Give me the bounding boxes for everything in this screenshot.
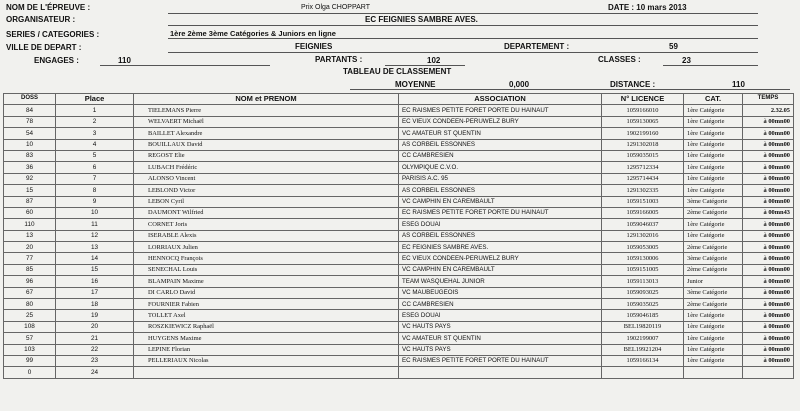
cell-doss: 77 <box>4 253 56 264</box>
ville-label: VILLE DE DEPART : <box>6 43 82 52</box>
cell-licence: BEL19820119 <box>602 321 684 332</box>
table-row <box>4 264 794 275</box>
epreuve-value: Prix Olga CHOPPART <box>301 4 370 11</box>
cell-doss: 83 <box>4 150 56 161</box>
cell-temps: à 00mn00 <box>743 230 794 241</box>
table-row <box>4 276 794 287</box>
cell-place: 22 <box>56 344 134 355</box>
cell-nom: BLAMPAIN Maxime <box>134 276 399 287</box>
ville-value: FEIGNIES <box>295 42 333 51</box>
cell-doss: 67 <box>4 287 56 298</box>
cell-doss: 25 <box>4 310 56 321</box>
moyenne-label: MOYENNE <box>395 80 436 89</box>
distance-label: DISTANCE : <box>610 80 656 89</box>
cell-cat: 1ère Catégorie <box>684 230 743 241</box>
cell-cat: 3ème Catégorie <box>684 253 743 264</box>
table-row <box>4 367 794 378</box>
cell-cat: 1ère Catégorie <box>684 321 743 332</box>
series-label: SERIES / CATEGORIES : <box>6 30 100 39</box>
cell-nom: LEPINE Florian <box>134 344 399 355</box>
cell-licence: 1059151003 <box>602 196 684 207</box>
cell-nom: REGOST Elie <box>134 150 399 161</box>
results-body <box>4 105 794 378</box>
cell-association: AS CORBEIL ESSONNES <box>399 185 602 196</box>
engages-value: 110 <box>118 56 131 65</box>
table-header-row <box>4 94 794 105</box>
cell-place: 14 <box>56 253 134 264</box>
cell-doss: 20 <box>4 242 56 253</box>
table-row <box>4 196 794 207</box>
cell-temps: à 00mn00 <box>743 173 794 184</box>
table-row <box>4 128 794 139</box>
cell-temps: à 00mn00 <box>743 162 794 173</box>
table-row <box>4 355 794 366</box>
partants-label: PARTANTS : <box>315 55 363 64</box>
cell-nom: SENECHAL Louis <box>134 264 399 275</box>
cell-association: EC VIEUX CONDEEN-PERUWELZ BURY <box>399 253 602 264</box>
distance-value: 110 <box>732 80 745 89</box>
cell-nom: HUYGENS Maxime <box>134 333 399 344</box>
table-row <box>4 310 794 321</box>
cell-nom: LEBLOND Victor <box>134 185 399 196</box>
table-row <box>4 253 794 264</box>
cell-temps <box>743 367 794 378</box>
cell-doss: 57 <box>4 333 56 344</box>
table-row <box>4 242 794 253</box>
cell-temps: à 00mn00 <box>743 344 794 355</box>
results-table <box>3 93 794 379</box>
cell-licence: 1902199007 <box>602 333 684 344</box>
epreuve-label: NOM DE L'ÉPREUVE : <box>6 3 91 12</box>
cell-cat: 1ère Catégorie <box>684 219 743 230</box>
table-row <box>4 344 794 355</box>
cell-temps: à 00mn00 <box>743 276 794 287</box>
cell-association: VC CAMPHIN EN CAREMBAULT <box>399 264 602 275</box>
cell-place: 12 <box>56 230 134 241</box>
cell-nom: TIELEMANS Pierre <box>134 105 399 116</box>
cell-licence: 1059166005 <box>602 207 684 218</box>
cell-licence: BEL19921204 <box>602 344 684 355</box>
cell-place: 7 <box>56 173 134 184</box>
moyenne-value: 0,000 <box>509 80 530 89</box>
cell-temps: à 00mn00 <box>743 264 794 275</box>
cell-licence: 1059113013 <box>602 276 684 287</box>
cell-place: 24 <box>56 367 134 378</box>
cell-licence: 1059035015 <box>602 150 684 161</box>
cell-association: EC FEIGNIES SAMBRE AVES. <box>399 242 602 253</box>
table-row <box>4 116 794 127</box>
organisateur-label: ORGANISATEUR : <box>6 15 76 24</box>
cell-association: EC RAISMES PETITE FORET PORTE DU HAINAUT <box>399 355 602 366</box>
cell-licence: 1059046037 <box>602 219 684 230</box>
cell-doss: 80 <box>4 299 56 310</box>
cell-place: 16 <box>56 276 134 287</box>
cell-place: 13 <box>56 242 134 253</box>
cell-temps: à 00mn00 <box>743 287 794 298</box>
cell-nom: DAUMONT Wilfried <box>134 207 399 218</box>
cell-doss: 110 <box>4 219 56 230</box>
cell-nom: HENNOCQ François <box>134 253 399 264</box>
departement-value: 59 <box>669 42 678 51</box>
cell-association: VC AMATEUR ST QUENTIN <box>399 128 602 139</box>
cell-temps: à 00mn00 <box>743 253 794 264</box>
cell-cat: 1ère Catégorie <box>684 105 743 116</box>
cell-place: 4 <box>56 139 134 150</box>
cell-nom: DI CARLO David <box>134 287 399 298</box>
classes-label: CLASSES : <box>598 55 641 64</box>
cell-nom: CORNET Joris <box>134 219 399 230</box>
cell-cat: Junior <box>684 276 743 287</box>
cell-licence: 1059046185 <box>602 310 684 321</box>
cell-place: 23 <box>56 355 134 366</box>
cell-place: 19 <box>56 310 134 321</box>
cell-nom: FOURNIER Fabien <box>134 299 399 310</box>
cell-place: 5 <box>56 150 134 161</box>
cell-cat: 1ère Catégorie <box>684 355 743 366</box>
cell-association: CC CAMBRESIEN <box>399 150 602 161</box>
cell-temps: à 00mn00 <box>743 139 794 150</box>
cell-nom: WELVAERT Michaël <box>134 116 399 127</box>
col-nom-header: NOM et PRENOM <box>134 94 399 105</box>
cell-temps: à 00mn43 <box>743 207 794 218</box>
cell-association: PARISIS A.C. 95 <box>399 173 602 184</box>
date-text: DATE : 10 mars 2013 <box>608 3 687 12</box>
col-doss-header: DOSS <box>4 94 56 105</box>
cell-nom: LUBACH Frédéric <box>134 162 399 173</box>
cell-licence: 1291302018 <box>602 139 684 150</box>
cell-licence: 1059093025 <box>602 287 684 298</box>
cell-licence: 1295712334 <box>602 162 684 173</box>
cell-temps: à 00mn00 <box>743 219 794 230</box>
cell-cat: 3ème Catégorie <box>684 287 743 298</box>
cell-temps: à 00mn00 <box>743 310 794 321</box>
cell-association: VC HAUTS PAYS <box>399 344 602 355</box>
col-association-header: ASSOCIATION <box>399 94 602 105</box>
cell-nom: LORRIAUX Julien <box>134 242 399 253</box>
cell-licence: 1059130065 <box>602 116 684 127</box>
cell-place: 10 <box>56 207 134 218</box>
cell-nom: ISERABLE Alexis <box>134 230 399 241</box>
cell-doss: 78 <box>4 116 56 127</box>
cell-nom: PELLERIAUX Nicolas <box>134 355 399 366</box>
cell-association: AS CORBEIL ESSONNES <box>399 230 602 241</box>
col-place-header: Place <box>56 94 134 105</box>
cell-cat: 1ère Catégorie <box>684 139 743 150</box>
cell-doss: 15 <box>4 185 56 196</box>
cell-cat: 1ère Catégorie <box>684 173 743 184</box>
table-row <box>4 333 794 344</box>
cell-doss: 36 <box>4 162 56 173</box>
table-row <box>4 230 794 241</box>
cell-place: 8 <box>56 185 134 196</box>
engages-label: ENGAGES : <box>34 56 79 65</box>
table-row <box>4 173 794 184</box>
table-row <box>4 162 794 173</box>
cell-place: 21 <box>56 333 134 344</box>
cell-cat: 2ème Catégorie <box>684 264 743 275</box>
series-value: 1ère 2ème 3ème Catégories & Juniors en ligne <box>170 29 336 38</box>
table-row <box>4 139 794 150</box>
cell-cat: 2ème Catégorie <box>684 242 743 253</box>
cell-cat: 3ème Catégorie <box>684 196 743 207</box>
cell-temps: à 00mn00 <box>743 196 794 207</box>
cell-temps: à 00mn00 <box>743 150 794 161</box>
cell-cat <box>684 367 743 378</box>
cell-cat: 1ère Catégorie <box>684 128 743 139</box>
cell-association: VC AMATEUR ST QUENTIN <box>399 333 602 344</box>
table-row <box>4 150 794 161</box>
cell-cat: 1ère Catégorie <box>684 333 743 344</box>
cell-licence: 1295714434 <box>602 173 684 184</box>
cell-association: VC HAUTS PAYS <box>399 321 602 332</box>
cell-cat: 1ère Catégorie <box>684 185 743 196</box>
cell-place: 18 <box>56 299 134 310</box>
cell-cat: 1ère Catégorie <box>684 344 743 355</box>
cell-cat: 1ère Catégorie <box>684 162 743 173</box>
cell-place: 3 <box>56 128 134 139</box>
cell-place: 20 <box>56 321 134 332</box>
cell-association: VC MAUBEUGEOIS <box>399 287 602 298</box>
cell-nom: BAILLET Alexandre <box>134 128 399 139</box>
cell-doss: 0 <box>4 367 56 378</box>
cell-doss: 13 <box>4 230 56 241</box>
cell-place: 9 <box>56 196 134 207</box>
cell-doss: 103 <box>4 344 56 355</box>
cell-temps: à 00mn00 <box>743 299 794 310</box>
cell-association: ESEG DOUAI <box>399 219 602 230</box>
cell-doss: 87 <box>4 196 56 207</box>
table-row <box>4 299 794 310</box>
cell-cat: 1ère Catégorie <box>684 116 743 127</box>
table-row <box>4 207 794 218</box>
cell-doss: 108 <box>4 321 56 332</box>
departement-label: DEPARTEMENT : <box>504 42 570 51</box>
cell-temps: à 00mn00 <box>743 242 794 253</box>
cell-doss: 96 <box>4 276 56 287</box>
cell-doss: 54 <box>4 128 56 139</box>
col-cat-header: CAT. <box>684 94 743 105</box>
cell-licence: 1059151005 <box>602 264 684 275</box>
cell-temps: à 00mn00 <box>743 355 794 366</box>
cell-association: EC VIEUX CONDEEN-PERUWELZ BURY <box>399 116 602 127</box>
cell-licence: 1059053005 <box>602 242 684 253</box>
cell-licence: 1059166134 <box>602 355 684 366</box>
cell-licence: 1291302335 <box>602 185 684 196</box>
cell-association: OLYMPIQUE C.V.O. <box>399 162 602 173</box>
cell-place: 6 <box>56 162 134 173</box>
cell-nom <box>134 367 399 378</box>
cell-doss: 84 <box>4 105 56 116</box>
cell-place: 11 <box>56 219 134 230</box>
cell-association: CC CAMBRESIEN <box>399 299 602 310</box>
cell-temps: à 00mn00 <box>743 321 794 332</box>
cell-licence: 1059166010 <box>602 105 684 116</box>
table-row <box>4 287 794 298</box>
cell-nom: LEBON Cyril <box>134 196 399 207</box>
col-temps-header: TEMPS <box>743 94 794 105</box>
table-row <box>4 185 794 196</box>
cell-association: TEAM WASQUEHAL JUNIOR <box>399 276 602 287</box>
cell-temps: à 00mn00 <box>743 128 794 139</box>
cell-doss: 60 <box>4 207 56 218</box>
cell-licence: 1291302016 <box>602 230 684 241</box>
cell-association: EC RAISMES PETITE FORET PORTE DU HAINAUT <box>399 207 602 218</box>
cell-temps: 2.32.05 <box>743 105 794 116</box>
cell-doss: 92 <box>4 173 56 184</box>
partants-value: 102 <box>427 56 441 65</box>
cell-licence: 1059130006 <box>602 253 684 264</box>
cell-doss: 10 <box>4 139 56 150</box>
table-row <box>4 219 794 230</box>
cell-association: EC RAISMES PETITE FORET PORTE DU HAINAUT <box>399 105 602 116</box>
cell-temps: à 00mn00 <box>743 116 794 127</box>
cell-nom: ROSZKIEWICZ Raphaël <box>134 321 399 332</box>
cell-licence: 1902199160 <box>602 128 684 139</box>
cell-association: VC CAMPHIN EN CAREMBAULT <box>399 196 602 207</box>
cell-place: 1 <box>56 105 134 116</box>
cell-association: AS CORBEIL ESSONNES <box>399 139 602 150</box>
cell-cat: 2ème Catégorie <box>684 299 743 310</box>
cell-temps: à 00mn00 <box>743 333 794 344</box>
tableau-title: TABLEAU DE CLASSEMENT <box>343 67 452 76</box>
table-row <box>4 321 794 332</box>
cell-cat: 1ère Catégorie <box>684 150 743 161</box>
cell-temps: à 00mn00 <box>743 185 794 196</box>
classes-value: 23 <box>682 56 691 65</box>
cell-cat: 1ère Catégorie <box>684 310 743 321</box>
cell-nom: ALONSO Vincent <box>134 173 399 184</box>
cell-place: 15 <box>56 264 134 275</box>
table-row <box>4 105 794 116</box>
cell-place: 17 <box>56 287 134 298</box>
cell-doss: 85 <box>4 264 56 275</box>
organisateur-value: EC FEIGNIES SAMBRE AVES. <box>365 15 478 24</box>
cell-nom: TOLLET Axel <box>134 310 399 321</box>
cell-nom: BOUILLAUX David <box>134 139 399 150</box>
cell-doss: 99 <box>4 355 56 366</box>
cell-place: 2 <box>56 116 134 127</box>
cell-licence: 1059035025 <box>602 299 684 310</box>
cell-association: ESEG DOUAI <box>399 310 602 321</box>
cell-association <box>399 367 602 378</box>
cell-cat: 2ème Catégorie <box>684 207 743 218</box>
col-licence-header: N° LICENCE <box>602 94 684 105</box>
cell-licence <box>602 367 684 378</box>
